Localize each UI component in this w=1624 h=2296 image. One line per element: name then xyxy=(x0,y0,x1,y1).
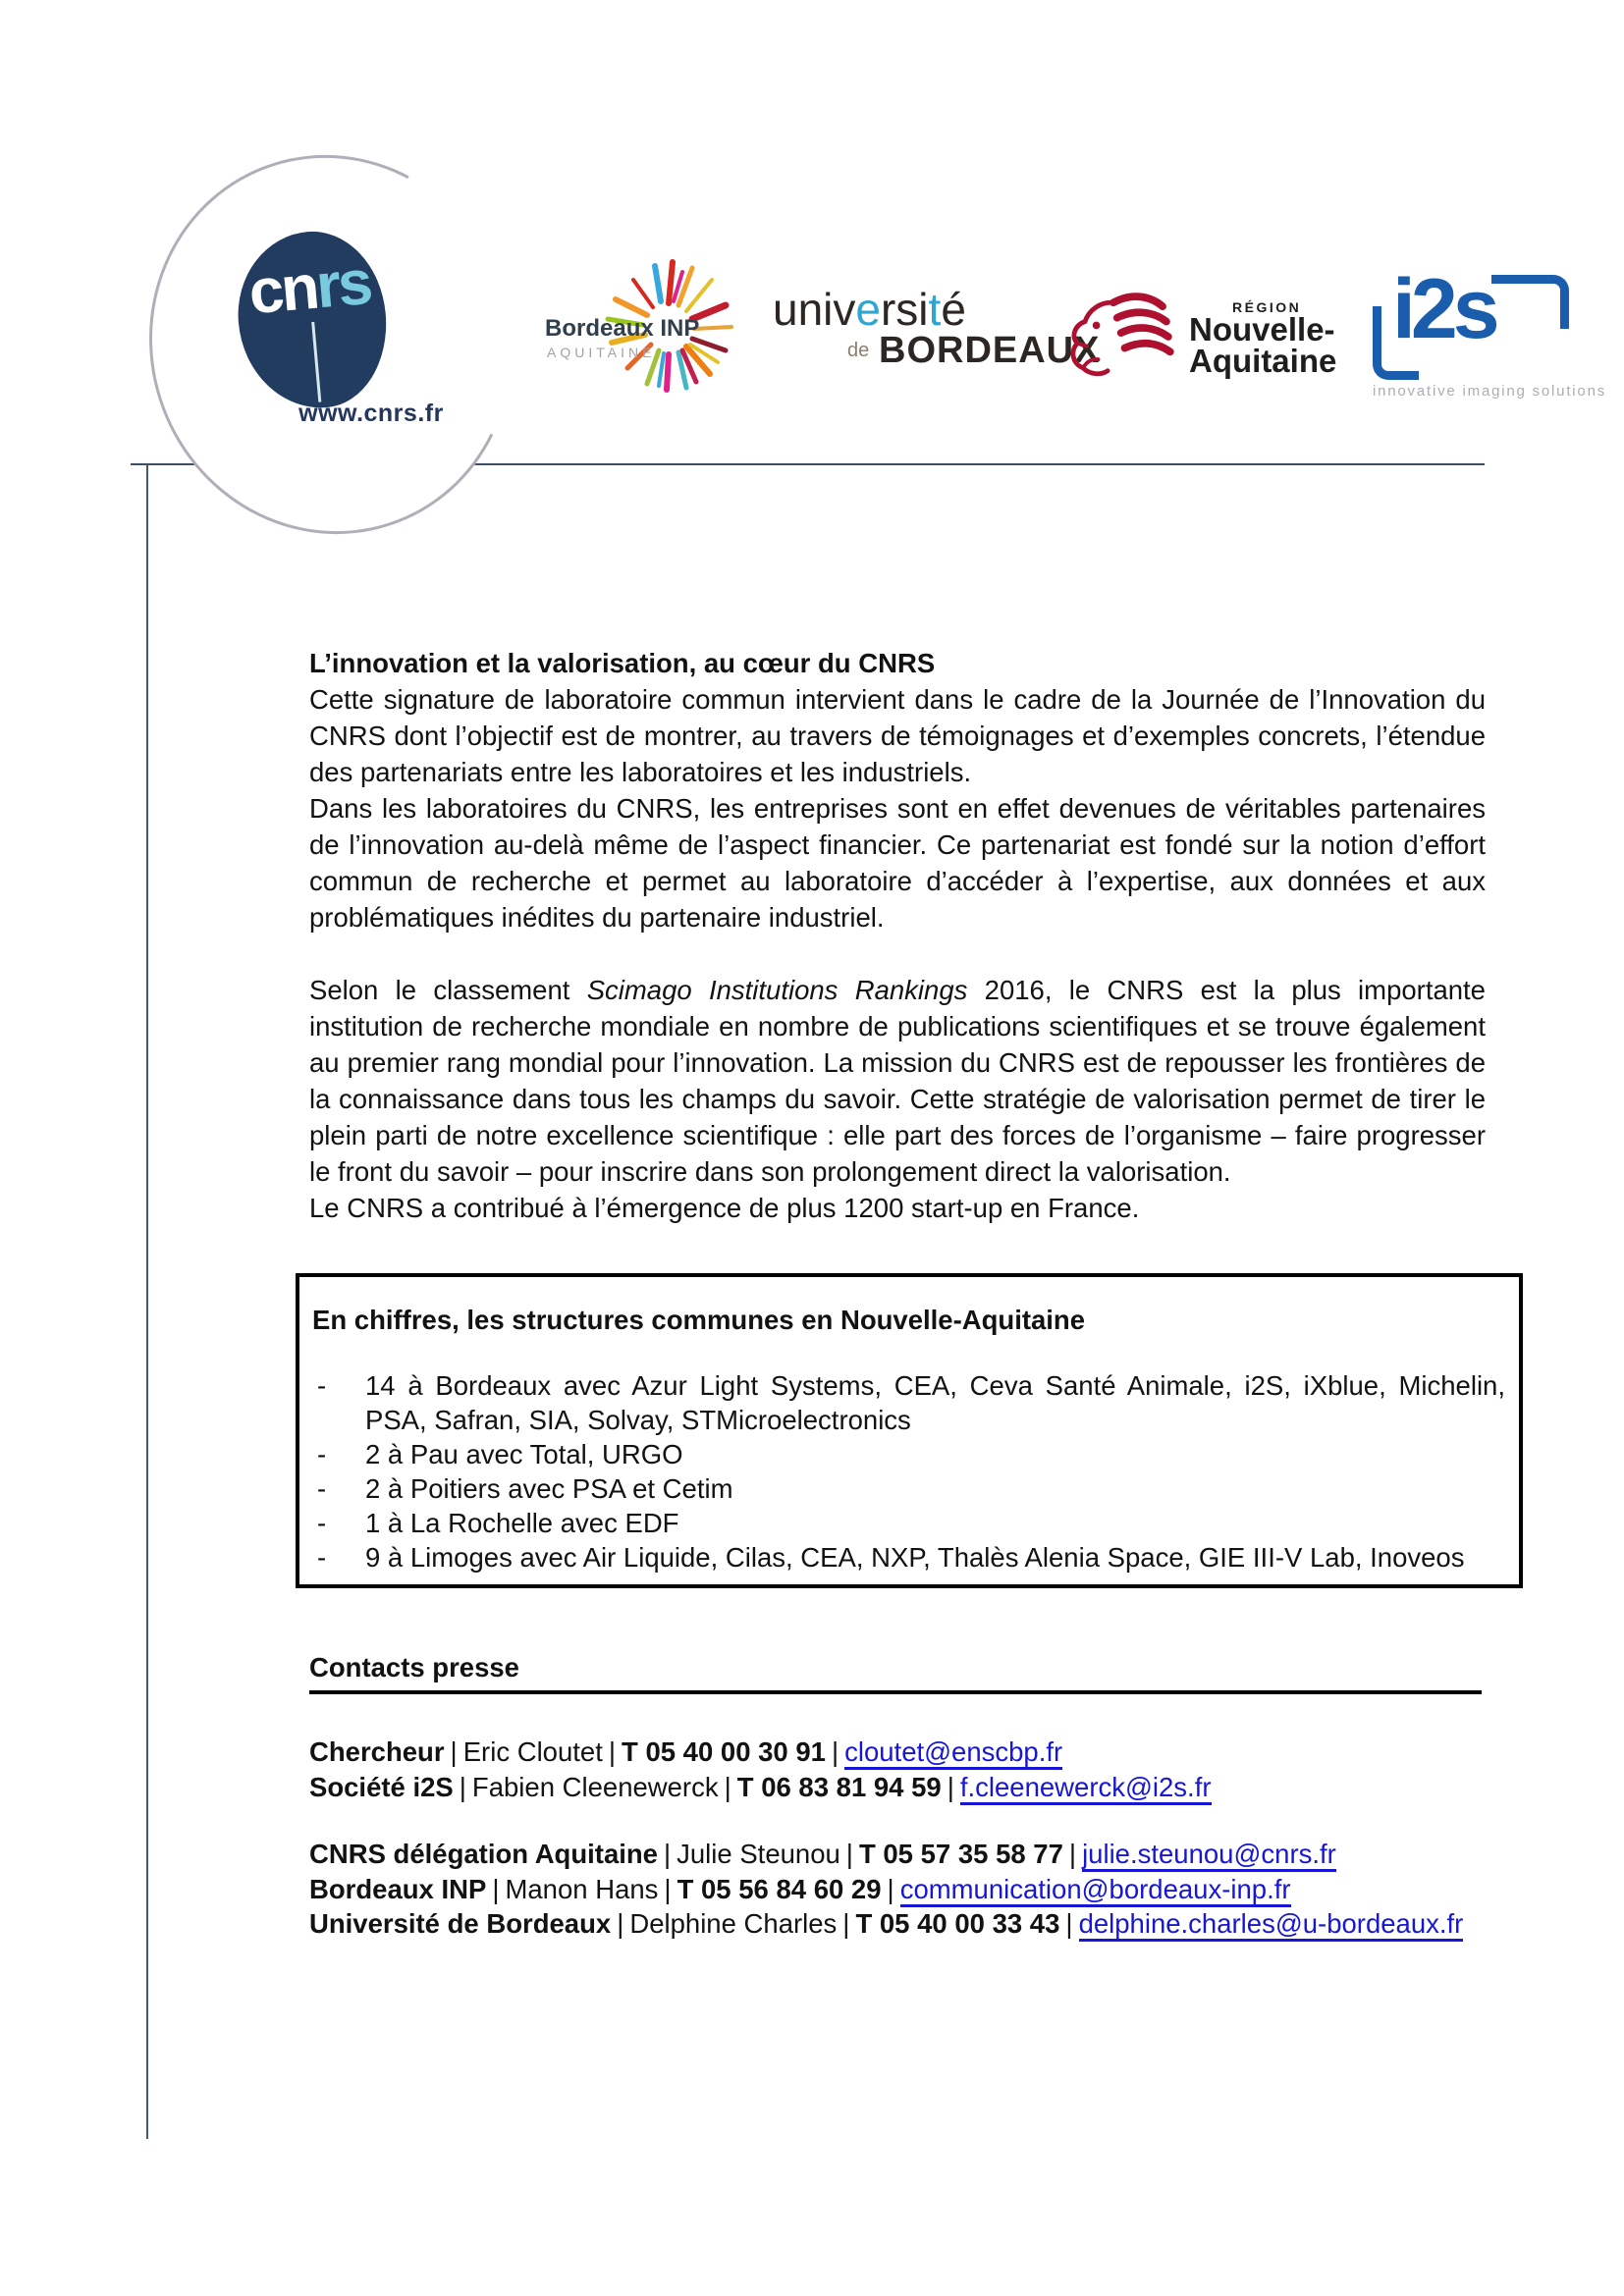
contact-phone: T 05 57 35 58 77 xyxy=(858,1839,1063,1869)
separator: | xyxy=(663,1839,672,1869)
separator: | xyxy=(842,1908,850,1939)
contact-label: Chercheur xyxy=(309,1736,445,1767)
i2s-wordmark: i2s xyxy=(1392,262,1495,356)
naq-region-label: RÉGION xyxy=(1232,299,1302,315)
contact-email-link[interactable]: julie.steunou@cnrs.fr xyxy=(1082,1839,1336,1872)
bordeaux-inp-region: AQUITAINE xyxy=(547,345,656,360)
paragraph-3-last-line: Le CNRS a contribué à l’émergence de plus 1200 start-up en France. xyxy=(309,1193,1140,1223)
i2s-tagline: innovative imaging solutions xyxy=(1373,383,1607,400)
universite-wordmark: université xyxy=(773,284,966,335)
i2s-logo xyxy=(1373,262,1607,402)
contact-phone: T 05 40 00 30 91 xyxy=(622,1736,826,1767)
contact-name: Fabien Cleenewerck xyxy=(471,1771,719,1802)
separator: | xyxy=(831,1736,839,1767)
contact-row xyxy=(309,1837,1482,1872)
list-item: - 9 à Limoges avec Air Liquide, Cilas, CEA, NXP, Thalès Alenia Space, GIE III-V Lab, Inoveos xyxy=(312,1540,1505,1575)
list-item: - 2 à Poitiers avec PSA et Cetim xyxy=(312,1471,1505,1506)
bullet-dash: - xyxy=(317,1370,327,1401)
contact-name: Eric Cloutet xyxy=(462,1736,603,1767)
figures-box-title: En chiffres, les structures communes en Nouvelle-Aquitaine xyxy=(312,1305,1086,1335)
bullet-dash: - xyxy=(317,1473,327,1504)
separator: | xyxy=(617,1908,624,1939)
separator: | xyxy=(608,1736,616,1767)
separator: | xyxy=(492,1873,500,1904)
contact-row xyxy=(309,1770,1482,1805)
separator: | xyxy=(845,1839,853,1869)
naq-name-line1: Nouvelle- xyxy=(1189,311,1335,347)
bullet-dash: - xyxy=(317,1439,327,1469)
figures-box xyxy=(296,1273,1523,1588)
universite-city: BORDEAUX xyxy=(879,330,1101,371)
paragraph-1: Cette signature de laboratoire commun intervient dans le cadre de la Journée de l’Innovation du CNRS dont l’objectif est de montrer, au travers de témoignages et d’exemples concrets, l’étendue des partenariats entre les laboratoires et les industriels. xyxy=(309,684,1486,787)
contact-email-link[interactable]: delphine.charles@u-bordeaux.fr xyxy=(1079,1908,1464,1942)
contact-phone: T 05 40 00 33 43 xyxy=(855,1908,1060,1939)
list-item: - 2 à Pau avec Total, URGO xyxy=(312,1437,1505,1471)
separator: | xyxy=(1065,1908,1073,1939)
contact-label: Bordeaux INP xyxy=(309,1873,487,1904)
separator: | xyxy=(724,1771,731,1802)
bordeaux-inp-name: Bordeaux INP xyxy=(545,315,700,342)
contact-email-link[interactable]: communication@bordeaux-inp.fr xyxy=(900,1874,1291,1907)
contact-name: Manon Hans xyxy=(505,1873,659,1904)
contact-row xyxy=(309,1906,1482,1942)
italic-ranking-name: Scimago Institutions Rankings xyxy=(586,975,968,1005)
naq-name-line2: Aquitaine xyxy=(1189,343,1337,379)
contact-label: Société i2S xyxy=(309,1771,454,1802)
list-item: - 1 à La Rochelle avec EDF xyxy=(312,1506,1505,1540)
nouvelle-aquitaine-logo xyxy=(1058,282,1392,395)
contact-name: Julie Steunou xyxy=(677,1839,840,1869)
universite-de: de xyxy=(847,340,870,361)
left-margin-rule xyxy=(146,464,148,2139)
paragraph-2: Dans les laboratoires du CNRS, les entreprises sont en effet devenues de véritables partenaires de l’innovation au-delà même de l’aspect financier. Ce partenariat est fondé sur la notion d’effort commun de recherche et permet au laboratoire d’accéder à l’expertise, aux données et aux problématiques inédites du partenaire industriel. xyxy=(309,793,1486,933)
article-title: L’innovation et la valorisation, au cœur du CNRS xyxy=(309,648,936,678)
contacts-section xyxy=(309,1652,1482,1942)
separator: | xyxy=(947,1771,954,1802)
lion-icon xyxy=(1058,288,1191,386)
bullet-dash: - xyxy=(317,1508,327,1538)
contact-email-link[interactable]: f.cleenewerck@i2s.fr xyxy=(960,1772,1212,1805)
contact-phone: T 06 83 81 94 59 xyxy=(736,1771,942,1802)
universite-bordeaux-logo xyxy=(773,284,1101,385)
contact-label: Université de Bordeaux xyxy=(309,1908,612,1939)
separator: | xyxy=(450,1736,458,1767)
bullet-dash: - xyxy=(317,1542,327,1573)
contact-row xyxy=(309,1735,1482,1770)
contact-phone: T 05 56 84 60 29 xyxy=(677,1873,882,1904)
separator: | xyxy=(459,1771,466,1802)
cnrs-url: www.cnrs.fr xyxy=(298,400,444,427)
i2s-bracket-top-icon xyxy=(1491,275,1569,329)
separator: | xyxy=(664,1873,672,1904)
separator: | xyxy=(1068,1839,1077,1869)
contact-row xyxy=(309,1872,1482,1907)
cnrs-descender-line xyxy=(311,322,321,402)
contact-label: CNRS délégation Aquitaine xyxy=(309,1839,658,1869)
article-body xyxy=(309,645,1486,1226)
contact-name: Delphine Charles xyxy=(629,1908,838,1939)
contacts-heading: Contacts presse xyxy=(309,1652,1482,1694)
list-item: - 14 à Bordeaux avec Azur Light Systems, CEA, Ceva Santé Animale, i2S, iXblue, Michelin, PSA, Safran, SIA, Solvay, STMicroelectronics xyxy=(312,1368,1505,1437)
contact-email-link[interactable]: cloutet@enscbp.fr xyxy=(844,1736,1062,1770)
separator: | xyxy=(887,1873,894,1904)
cnrs-wordmark: cnrs xyxy=(245,245,373,328)
paragraph-3: Selon le classement Scimago Institutions Rankings 2016, le CNRS est la plus importante institution de recherche mondiale en nombre de publications scientifiques et se trouve également au premier rang mondial pour l’innovation. La mission du CNRS est de repousser les frontières de la connaissance dans tous les champs du savoir. Cette stratégie de valorisation permet de tirer le plein parti de notre excellence scientifique : elle part des forces de l’organisme – faire progresser le front du savoir – pour inscrire dans son prolongement direct la valorisation. xyxy=(309,975,1486,1187)
bordeaux-inp-logo xyxy=(543,257,749,404)
